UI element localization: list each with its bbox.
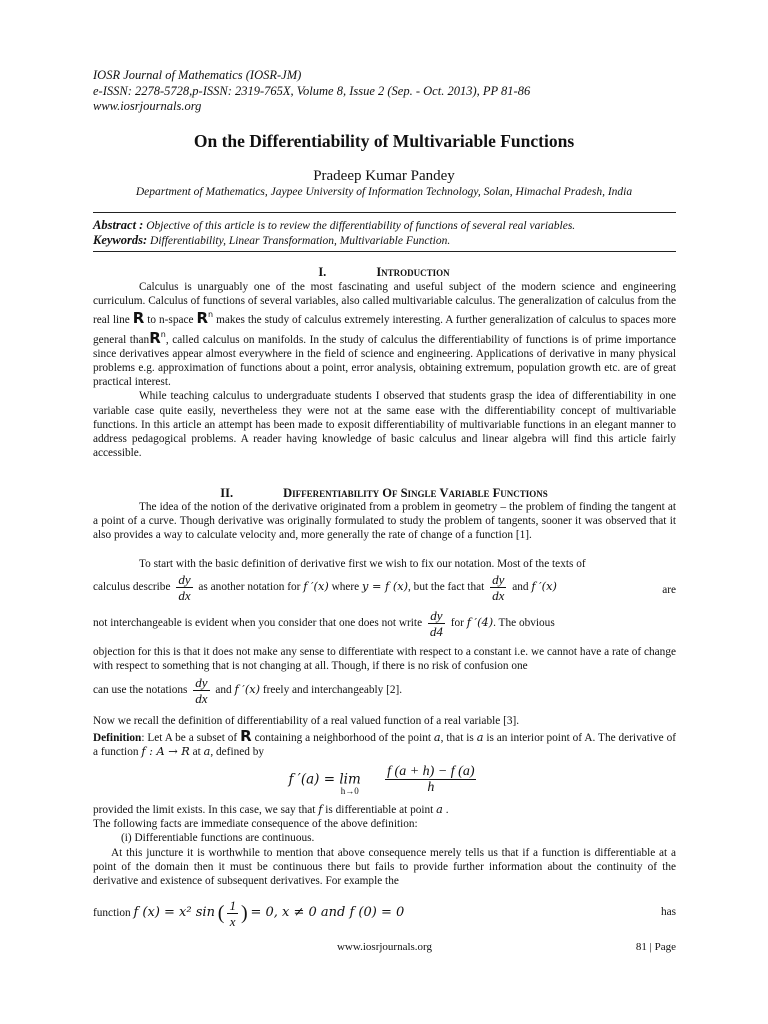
n-space-symbol-2: $R^n$ bbox=[149, 328, 166, 347]
derivative-formula: f $'(a) = \lim_{h\to 0}$ $\frac{f (a + h) - f (a)}{h}$ bbox=[288, 764, 475, 797]
section-title: Introduction bbox=[376, 265, 450, 279]
notation-line-3: can use the notations $\frac{dy}{dx}$ and f ′(x) freely and interchangeably [2]. bbox=[93, 675, 403, 706]
abstract-block bbox=[93, 219, 683, 248]
dy-d4-fraction: $\frac{dy}{d4}$ bbox=[429, 608, 443, 639]
notation-line-1: calculus describe $\frac{dy}{dx}$ as another notation for f ′(x) where y = f (x), but the fact that $\frac{dy}{dx}$ and f ′(x) are bbox=[93, 572, 676, 603]
notation-line-2: not interchangeable is evident when you consider that one does not write $\frac{dy}{d4}$ for f ′(4). The obvious bbox=[93, 608, 555, 639]
journal-issn: e-ISSN: 2278-5728,p-ISSN: 2319-765X, Volume 8, Issue 2 (Sep. - Oct. 2013), PP 81-86 bbox=[93, 83, 531, 98]
definition-block: Definition: Let A be a subset of R containing a neighborhood of the point a, that is a is an interior point of A. The derivative of a function f : A → R at a, defined by bbox=[93, 727, 676, 759]
author-name: Pradeep Kumar Pandey bbox=[313, 168, 455, 184]
abstract-label: Abstract : bbox=[93, 218, 144, 232]
list-item-1: (i) Differentiable functions are continuous. bbox=[121, 832, 315, 845]
dy-dx-fraction: $\frac{dy}{dx}$ bbox=[178, 572, 191, 603]
footer-url[interactable]: www.iosrjournals.org bbox=[336, 941, 433, 953]
section-heading-single-variable bbox=[0, 486, 768, 501]
intro-paragraph-1: Calculus is unarguably one of the most fascinating and useful subject of the modern science and engineering curriculum. Calculus of functions of several variables, also called multivariable calculus. The generalization of calculus from the real line R to n-space $R^n$ makes the study of calculus extremely interesting. A further generalization of calculus to spaces more general thanR$^n$, called calculus on manifolds. In the study of calculus the differentiability of functions is of prime importance since derivatives appear almost everywhere in the field of science and engineering. Applications of derivative in many physical problems e.g. approximation of functions about a point, error analysis, obtaining extremum, population growth etc. are of great practical interest. bbox=[93, 281, 677, 389]
page-number: 81 | Page bbox=[635, 941, 676, 953]
sec2-paragraph-2a: To start with the basic definition of derivative first we wish to fix our notation. Most of the texts of bbox=[139, 558, 586, 570]
section-heading-introduction bbox=[0, 265, 768, 280]
journal-url[interactable]: www.iosrjournals.org bbox=[93, 99, 202, 113]
keywords-label: Keywords: bbox=[93, 232, 148, 247]
dy-dx-fraction-2: $\frac{dy}{dx}$ bbox=[492, 572, 505, 603]
n-space-symbol: $R^n$ bbox=[196, 309, 214, 328]
sec2-paragraph-3: Now we recall the definition of differentiability of a real valued function of a real variable [3]. bbox=[93, 715, 520, 727]
paper-title: On the Differentiability of Multivariable Functions bbox=[193, 131, 575, 151]
section-number: II. bbox=[220, 486, 234, 500]
abstract-text: Objective of this article is to review the differentiability of functions of several real variables. bbox=[146, 220, 576, 232]
example-line: function f (x) = x² sin ( $\frac{1}{x}$ ) = 0, x ≠ 0 and f (0) = 0 has bbox=[93, 898, 676, 929]
journal-header bbox=[93, 68, 530, 115]
top-divider bbox=[93, 212, 676, 213]
definition-label: Definition bbox=[93, 732, 142, 744]
author-affiliation: Department of Mathematics, Jaypee University of Information Technology, Solan, Himachal Pradesh, India bbox=[135, 186, 633, 198]
dy-dx-fraction-3: $\frac{dy}{dx}$ bbox=[195, 675, 208, 706]
journal-name: IOSR Journal of Mathematics (IOSR-JM) bbox=[93, 68, 302, 82]
intro-body bbox=[93, 280, 676, 460]
real-line-symbol: R bbox=[132, 309, 145, 328]
section-title: Differentiability Of Single Variable Functions bbox=[283, 486, 548, 500]
section-number: I. bbox=[318, 265, 327, 279]
bottom-divider bbox=[93, 251, 676, 252]
intro-paragraph-2: While teaching calculus to undergraduate students I observed that students grasp the idea of differentiability in one variable case quite easily, nevertheless they were not at the same ease with the differentiability concept of multivariable functions. In this article an attempt has been made to exposit differentiability of multivariable functions in an elegant manner to address pedagogical problems. A reader having knowledge of basic calculus and linear algebra will find this article fairly accessible. bbox=[93, 390, 676, 460]
sec2-paragraph-1: The idea of the notion of the derivative originated from a problem in geometry – the problem of finding the tangent at a point of a curve. Though derivative was originally formulated to study the problem of tangents, sooner it was observed that it also provides a way to calculate velocity and, more generally the rate of change of a function [1]. bbox=[93, 501, 676, 542]
keywords-text: Differentiability, Linear Transformation, Multivariable Function. bbox=[150, 234, 451, 247]
sec2-paragraph-2d: objection for this is that it does not make any sense to differentiate with respect to a constant i.e. we cannot have a rate of change with respect to something that is not changing at all. Though, if there is no risk of confusion one bbox=[93, 646, 676, 673]
sec2-paragraph-4: provided the limit exists. In this case, we say that f is differentiable at point a . The following facts are immediate consequence of the above definition: (i) Differentiable functions are continuous. At this juncture it is worthwhile to mention that above consequence merely tells us that if a function is differentiable at a point of the domain then it must be continuous there but fails to provide further information about the continuity of the derivative and existence of subsequent derivatives. For example the bbox=[93, 803, 676, 888]
